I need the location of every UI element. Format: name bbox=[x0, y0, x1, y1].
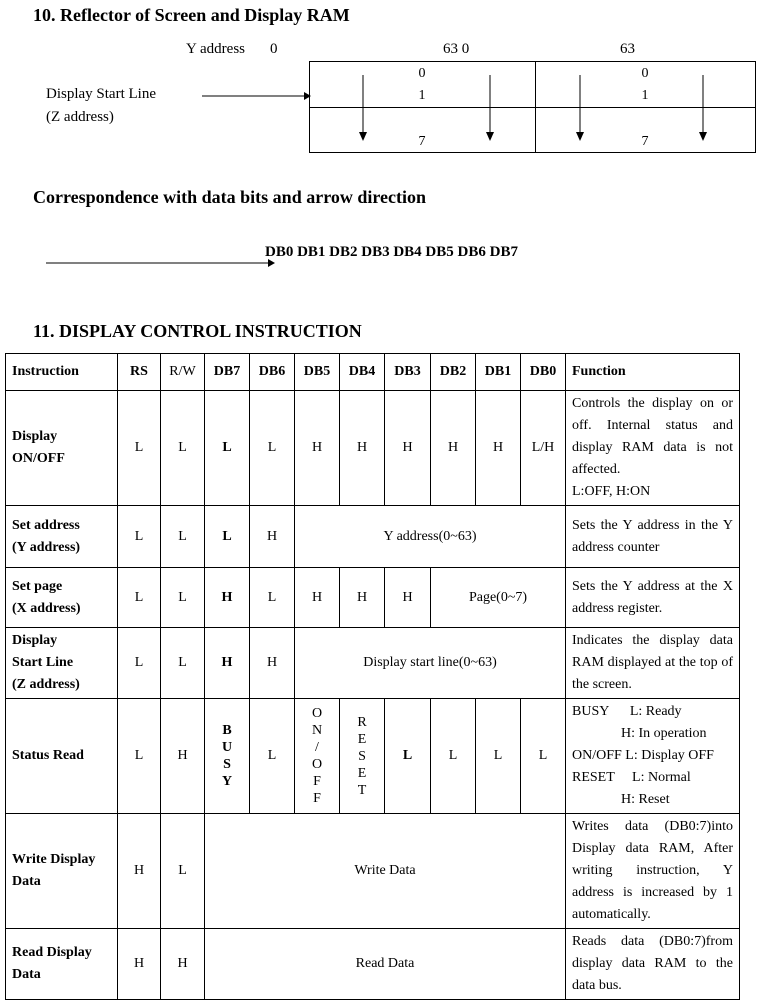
header-db3: DB3 bbox=[385, 354, 431, 391]
instruction-table bbox=[5, 353, 740, 1000]
cell-function: Indicates the display data RAM displayed at the top of the screen. bbox=[566, 628, 740, 699]
cell-write-data-span: Write Data bbox=[205, 814, 566, 929]
instruction-name: Read Display Data bbox=[6, 929, 118, 1000]
cell-db3: H bbox=[385, 391, 431, 506]
data-bit-direction-arrow bbox=[44, 257, 276, 269]
cell-rw: L bbox=[161, 628, 205, 699]
left-block-line-7: 7 bbox=[418, 134, 426, 149]
y-address-mid: 63 0 bbox=[443, 41, 470, 57]
cell-db5: H bbox=[295, 568, 340, 628]
cell-db5: H bbox=[295, 391, 340, 506]
correspondence-title: Correspondence with data bits and arrow direction bbox=[33, 187, 427, 207]
instruction-name: Write Display Data bbox=[6, 814, 118, 929]
cell-db4-reset: R E S E T bbox=[340, 699, 385, 814]
cell-page-span: Page(0~7) bbox=[431, 568, 566, 628]
cell-function: BUSY L: Ready H: In operation ON/OFF L: Display OFF RESET L: Normal H: Reset bbox=[566, 699, 740, 814]
table-row bbox=[6, 929, 740, 1000]
cell-db3: L bbox=[385, 699, 431, 814]
cell-rs: H bbox=[118, 929, 161, 1000]
cell-db4: H bbox=[340, 391, 385, 506]
header-db5: DB5 bbox=[295, 354, 340, 391]
cell-function: Controls the display on or off. Internal status and display RAM data is not affected. L:OFF, H:ON bbox=[566, 391, 740, 506]
y-address-end: 63 bbox=[620, 41, 635, 57]
cell-db6: L bbox=[250, 699, 295, 814]
cell-db5-onoff: O N / O F F bbox=[295, 699, 340, 814]
cell-rw: L bbox=[161, 814, 205, 929]
cell-read-data-span: Read Data bbox=[205, 929, 566, 1000]
cell-rs: L bbox=[118, 699, 161, 814]
header-db0: DB0 bbox=[521, 354, 566, 391]
header-function: Function bbox=[566, 354, 740, 391]
cell-function: Writes data (DB0:7)into Display data RAM, After writing instruction, Y address is increased by 1 automatically. bbox=[566, 814, 740, 929]
table-row bbox=[6, 506, 740, 568]
start-line-arrow bbox=[200, 89, 312, 103]
cell-db6: H bbox=[250, 628, 295, 699]
instruction-name: Display ON/OFF bbox=[6, 391, 118, 506]
table-row bbox=[6, 628, 740, 699]
left-block-line-0: 0 bbox=[418, 66, 426, 81]
cell-rs: L bbox=[118, 628, 161, 699]
ram-row-divider bbox=[309, 107, 756, 108]
cell-db0: L bbox=[521, 699, 566, 814]
header-db2: DB2 bbox=[431, 354, 476, 391]
cell-db3: H bbox=[385, 568, 431, 628]
header-db6: DB6 bbox=[250, 354, 295, 391]
right-block-line-0: 0 bbox=[641, 66, 649, 81]
table-row bbox=[6, 568, 740, 628]
y-address-label: Y address bbox=[186, 41, 246, 57]
instruction-name: Display Start Line (Z address) bbox=[6, 628, 118, 699]
down-arrow-icon bbox=[484, 75, 496, 143]
cell-rw: L bbox=[161, 391, 205, 506]
right-block-line-1: 1 bbox=[641, 88, 649, 103]
table-row bbox=[6, 699, 740, 814]
header-rs: RS bbox=[118, 354, 161, 391]
cell-db6: L bbox=[250, 391, 295, 506]
right-block-line-7: 7 bbox=[641, 134, 649, 149]
cell-rs: L bbox=[118, 506, 161, 568]
cell-rs: L bbox=[118, 568, 161, 628]
cell-start-line-span: Display start line(0~63) bbox=[295, 628, 566, 699]
down-arrow-icon bbox=[697, 75, 709, 143]
cell-db6: L bbox=[250, 568, 295, 628]
cell-db2: L bbox=[431, 699, 476, 814]
header-db7: DB7 bbox=[205, 354, 250, 391]
cell-db7: L bbox=[205, 391, 250, 506]
instruction-name: Status Read bbox=[6, 699, 118, 814]
header-db4: DB4 bbox=[340, 354, 385, 391]
cell-db0: L/H bbox=[521, 391, 566, 506]
cell-db4: H bbox=[340, 568, 385, 628]
header-instruction: Instruction bbox=[6, 354, 118, 391]
z-address-label: (Z address) bbox=[46, 109, 114, 125]
instruction-name: Set address (Y address) bbox=[6, 506, 118, 568]
cell-db6: H bbox=[250, 506, 295, 568]
down-arrow-icon bbox=[574, 75, 586, 143]
table-row bbox=[6, 391, 740, 506]
cell-db7: L bbox=[205, 506, 250, 568]
cell-db1: H bbox=[476, 391, 521, 506]
cell-rw: H bbox=[161, 929, 205, 1000]
cell-rw: H bbox=[161, 699, 205, 814]
cell-rs: L bbox=[118, 391, 161, 506]
left-block-line-1: 1 bbox=[418, 88, 426, 103]
table-header-row bbox=[6, 354, 740, 391]
display-start-line-label: Display Start Line bbox=[46, 86, 156, 102]
cell-y-address-span: Y address(0~63) bbox=[295, 506, 566, 568]
cell-db7-busy: B U S Y bbox=[205, 699, 250, 814]
cell-db1: L bbox=[476, 699, 521, 814]
cell-db7: H bbox=[205, 628, 250, 699]
cell-db2: H bbox=[431, 391, 476, 506]
section-10-title: 10. Reflector of Screen and Display RAM bbox=[33, 5, 350, 25]
instruction-name: Set page (X address) bbox=[6, 568, 118, 628]
header-rw: R/W bbox=[161, 354, 205, 391]
header-db1: DB1 bbox=[476, 354, 521, 391]
data-bits-sequence: DB0 DB1 DB2 DB3 DB4 DB5 DB6 DB7 bbox=[265, 244, 518, 260]
cell-rw: L bbox=[161, 568, 205, 628]
section-11-title: 11. DISPLAY CONTROL INSTRUCTION bbox=[33, 321, 362, 341]
cell-db7: H bbox=[205, 568, 250, 628]
cell-function: Sets the Y address at the X address register. bbox=[566, 568, 740, 628]
y-address-start: 0 bbox=[270, 41, 278, 57]
cell-function: Reads data (DB0:7)from display data RAM to the data bus. bbox=[566, 929, 740, 1000]
cell-function: Sets the Y address in the Y address counter bbox=[566, 506, 740, 568]
down-arrow-icon bbox=[357, 75, 369, 143]
cell-rs: H bbox=[118, 814, 161, 929]
table-row bbox=[6, 814, 740, 929]
cell-rw: L bbox=[161, 506, 205, 568]
